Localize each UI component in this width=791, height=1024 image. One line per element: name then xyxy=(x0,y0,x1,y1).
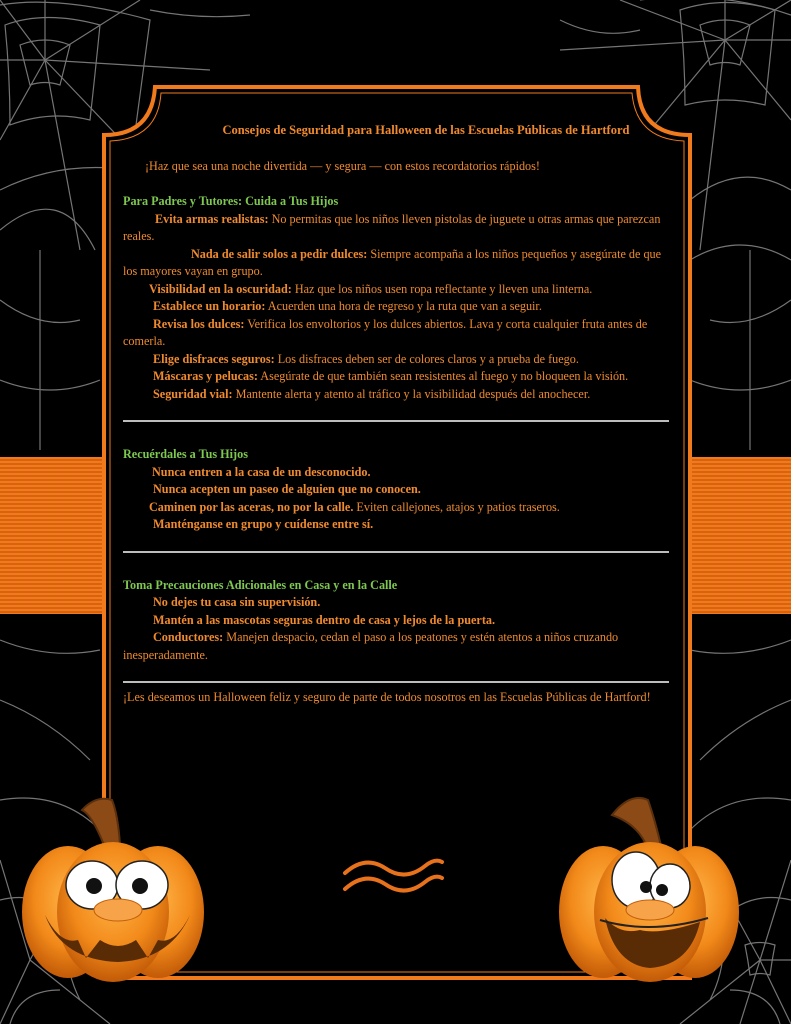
list-item: Establece un horario: Acuerden una hora de regreso y la ruta que van a seguir. xyxy=(153,299,542,313)
list-item: Manténganse en grupo y cuídense entre sí. xyxy=(153,517,374,531)
list-item: Revisa los dulces: Verifica los envoltorios y los dulces abiertos. Lava y corta cualquier fruta antes de comerla. xyxy=(123,316,648,348)
pumpkin-right-icon xyxy=(559,798,739,982)
closing-text: ¡Les deseamos un Halloween feliz y seguro de parte de todos nosotros en las Escuelas Públicas de Hartford! xyxy=(123,690,651,704)
squiggle-icon xyxy=(345,861,442,891)
list-item: Conductores: Manejen despacio, cedan el paso a los peatones y estén atentos a niños cruzando inesperadamente. xyxy=(123,630,619,662)
list-item: Caminen por las aceras, no por la calle. Eviten callejones, atajos y patios traseros. xyxy=(149,499,560,514)
list-item: Nunca acepten un paseo de alguien que no conocen. xyxy=(153,482,421,496)
list-item: Mantén a las mascotas seguras dentro de casa y lejos de la puerta. xyxy=(153,612,496,627)
list-item: Evita armas realistas: No permitas que los niños lleven pistolas de juguete u otras armas que parezcan reales. xyxy=(123,211,661,243)
list-item: Seguridad vial: Mantente alerta y atento al tráfico y la visibilidad después del anochecer. xyxy=(153,386,591,401)
intro-text: ¡Haz que sea una noche divertida — y segura — con estos recordatorios rápidos! xyxy=(145,158,540,173)
list-item: Nunca entren a la casa de un desconocido. xyxy=(152,464,371,479)
section-heading-precautions: Toma Precauciones Adicionales en Casa y en la Calle xyxy=(123,577,398,592)
section-heading-reminders: Recuérdales a Tus Hijos xyxy=(123,447,248,461)
list-item: Elige disfraces seguros: Los disfraces deben ser de colores claros y a prueba de fuego. xyxy=(153,351,579,366)
list-item: Nada de salir solos a pedir dulces: Siempre acompaña a los niños pequeños y asegúrate de que los mayores vayan en grupo. xyxy=(123,246,662,278)
list-item: No dejes tu casa sin supervisión. xyxy=(153,595,321,609)
pumpkin-left-icon xyxy=(22,799,204,982)
list-item: Máscaras y pelucas: Asegúrate de que también sean resistentes al fuego y no bloqueen la visión. xyxy=(153,369,629,383)
list-item: Visibilidad en la oscuridad: Haz que los niños usen ropa reflectante y lleven una linterna. xyxy=(149,281,593,296)
section-heading-parents: Para Padres y Tutores: Cuida a Tus Hijos xyxy=(123,194,339,208)
page-title: Consejos de Seguridad para Halloween de las Escuelas Públicas de Hartford xyxy=(222,123,630,137)
